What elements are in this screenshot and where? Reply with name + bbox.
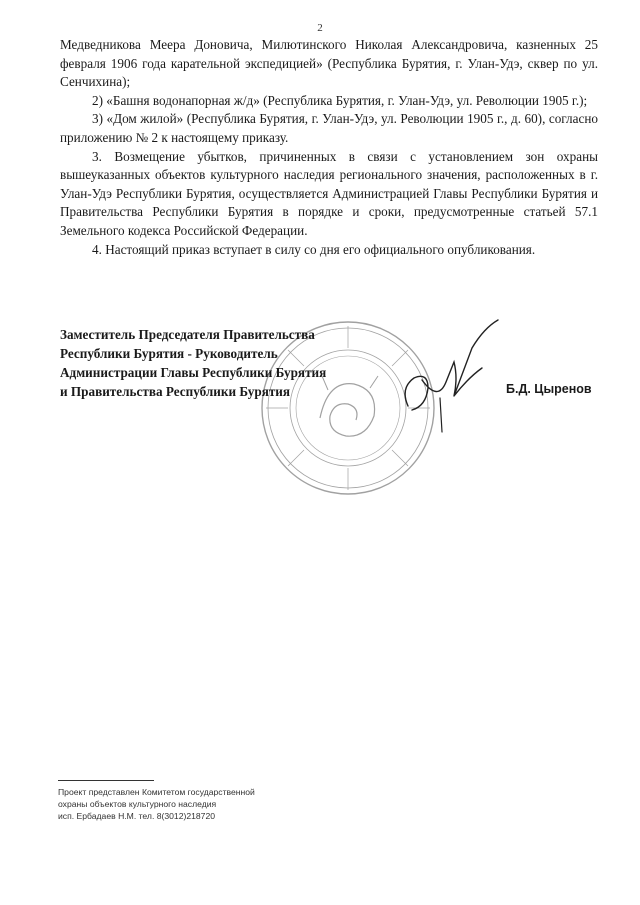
signatory-name: Б.Д. Цыренов xyxy=(506,382,592,396)
signatory-title-line-4: и Правительства Республики Бурятия xyxy=(60,384,291,399)
signatory-title-line-2: Республики Бурятия - Руководитель xyxy=(60,346,278,361)
paragraph-1: Медведникова Меера Доновича, Милютинского Николая Александровича, казненных 25 февраля 1906 года карательной экспедицией» (Республика Бурятия, г. Улан-Удэ, сквер по ул. Сенчихина); xyxy=(60,37,598,90)
signatory-title-line-3: Администрации Главы Республики Бурятия xyxy=(60,365,327,380)
page-number: 2 xyxy=(317,22,323,34)
signatory-title xyxy=(60,325,390,401)
footnote xyxy=(58,786,358,823)
signatory-title-line-1: Заместитель Председателя Правительства xyxy=(60,327,315,342)
paragraph-4: 3. Возмещение убытков, причиненных в связи с установлением зон охраны вышеуказанных объектов культурного наследия регионального значения, расположенных в г. Улан-Удэ Республики Бурятия, осуществляется Администрацией Главы Республики Бурятия и Правительства Республики Бурятия в порядке и сроки, предусмотренные статьей 57.1 Земельного кодекса Российской Федерации. xyxy=(60,148,598,238)
footnote-line-1: Проект представлен Комитетом государственной xyxy=(58,787,255,797)
footnote-line-2: охраны объектов культурного наследия xyxy=(58,799,217,810)
paragraph-5: 4. Настоящий приказ вступает в силу со дня его официального опубликования. xyxy=(92,241,536,257)
footnote-divider xyxy=(58,780,154,781)
footnote-line-3: исп. Ербадаев Н.М. тел. 8(3012)218720 xyxy=(58,811,216,822)
paragraph-3: 3) «Дом жилой» (Республика Бурятия, г. Улан-Удэ, ул. Революции 1905 г., д. 60), согласно приложению № 2 к настоящему приказу. xyxy=(60,111,598,145)
paragraph-2: 2) «Башня водонапорная ж/д» (Республика Бурятия, г. Улан-Удэ, ул. Революции 1905 г.); xyxy=(92,92,588,108)
document-body xyxy=(60,36,598,259)
handwritten-signature-icon xyxy=(398,318,508,433)
